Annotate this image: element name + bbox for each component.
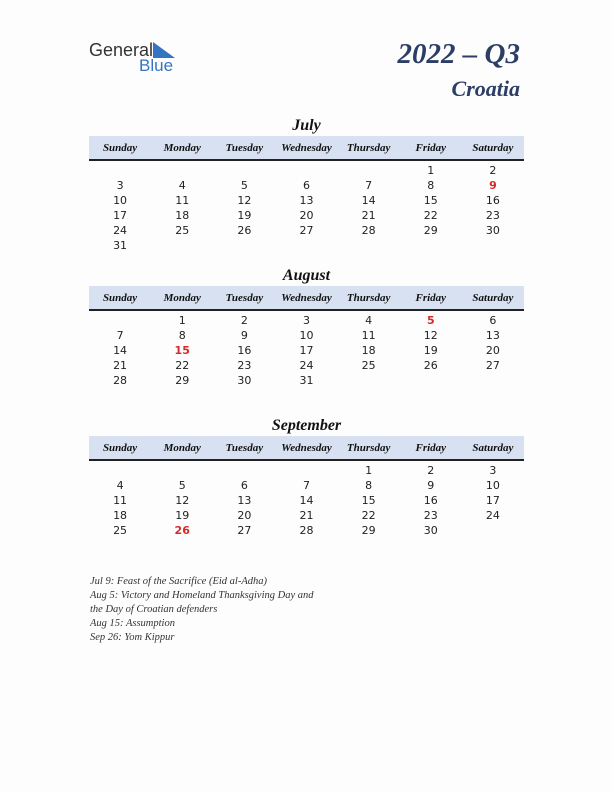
day-cell: 3 (302, 314, 310, 327)
day-cell: 16 (237, 344, 252, 357)
weekday-header (89, 286, 524, 311)
weekday-label: Wednesday (281, 141, 332, 154)
day-cell: 30 (237, 374, 252, 387)
weekday-label: Thursday (346, 291, 391, 304)
weekday-label: Saturday (472, 291, 514, 304)
day-cell: 26 (237, 224, 252, 237)
week-row (89, 193, 524, 208)
weekday-label: Saturday (472, 141, 514, 154)
day-cell: 21 (361, 209, 376, 222)
day-cell: 23 (237, 359, 252, 372)
day-cell: 29 (423, 224, 438, 237)
note-line: the Day of Croatian defenders (90, 604, 218, 615)
day-cell: 8 (365, 479, 373, 492)
weekday-label: Friday (415, 141, 447, 154)
weekday-label: Sunday (102, 441, 138, 454)
day-cell: 9 (427, 479, 435, 492)
weekday-label: Wednesday (281, 441, 332, 454)
weekday-label: Tuesday (225, 441, 264, 454)
page-title: 2022 – Q3 (397, 38, 520, 70)
day-cell: 8 (178, 329, 186, 342)
day-cell: 28 (113, 374, 128, 387)
day-cell: 17 (299, 344, 314, 357)
week-row (89, 178, 524, 193)
day-cell: 3 (116, 179, 124, 192)
week-row (89, 163, 524, 178)
day-cell: 15 (423, 194, 438, 207)
day-cell: 14 (113, 344, 128, 357)
week-row (89, 493, 524, 508)
day-cell: 1 (178, 314, 186, 327)
note-line: Jul 9: Feast of the Sacrifice (Eid al-Adha) (90, 576, 267, 587)
week-row (89, 238, 524, 253)
month-name: September (271, 417, 342, 434)
weekday-label: Monday (163, 291, 201, 304)
day-cell: 30 (485, 224, 500, 237)
day-cell: 14 (299, 494, 314, 507)
day-cell: 25 (361, 359, 376, 372)
day-cell: 18 (361, 344, 376, 357)
month-july (89, 116, 524, 253)
day-cell: 30 (423, 524, 438, 537)
weekday-header (89, 436, 524, 461)
weekday-label: Thursday (346, 141, 391, 154)
day-cell: 8 (427, 179, 435, 192)
weekday-label: Monday (163, 141, 201, 154)
day-cell: 24 (113, 224, 128, 237)
day-cell: 13 (485, 329, 500, 342)
day-cell: 2 (240, 314, 248, 327)
weekday-label: Friday (415, 291, 447, 304)
day-cell: 7 (302, 479, 310, 492)
day-cell: 10 (485, 479, 500, 492)
day-cell: 6 (489, 314, 497, 327)
weekday-label: Monday (163, 441, 201, 454)
day-cell: 11 (175, 194, 190, 207)
day-cell: 12 (423, 329, 438, 342)
day-cell: 22 (175, 359, 190, 372)
week-row (89, 313, 524, 328)
month-august (89, 266, 524, 388)
day-cell: 22 (361, 509, 376, 522)
day-cell: 7 (365, 179, 373, 192)
week-row (89, 373, 524, 388)
week-row (89, 343, 524, 358)
weekday-label: Thursday (346, 441, 391, 454)
day-cell: 2 (427, 464, 435, 477)
day-cell: 4 (178, 179, 186, 192)
day-cell: 20 (237, 509, 252, 522)
day-cell: 3 (489, 464, 497, 477)
day-cell: 29 (361, 524, 376, 537)
holiday-day-cell: 5 (426, 314, 435, 327)
day-cell: 23 (485, 209, 500, 222)
day-cell: 19 (423, 344, 438, 357)
week-row (89, 358, 524, 373)
weekday-label: Sunday (102, 291, 138, 304)
logo-text-blue: Blue (139, 56, 174, 75)
day-cell: 16 (423, 494, 438, 507)
day-cell: 17 (113, 209, 128, 222)
day-cell: 23 (423, 509, 438, 522)
day-cell: 20 (299, 209, 314, 222)
week-row (89, 463, 524, 478)
month-name: July (292, 117, 321, 134)
day-cell: 9 (240, 329, 248, 342)
weekday-label: Tuesday (225, 291, 264, 304)
day-cell: 16 (485, 194, 500, 207)
note-line: Sep 26: Yom Kippur (90, 632, 175, 643)
day-cell: 19 (175, 509, 190, 522)
day-cell: 25 (175, 224, 190, 237)
holiday-notes (90, 575, 313, 645)
day-cell: 1 (365, 464, 373, 477)
week-row (89, 223, 524, 238)
day-cell: 18 (113, 509, 128, 522)
day-cell: 12 (237, 194, 252, 207)
day-cell: 22 (423, 209, 438, 222)
weekday-label: Tuesday (225, 141, 264, 154)
week-row (89, 523, 524, 538)
day-cell: 18 (175, 209, 190, 222)
day-cell: 27 (299, 224, 314, 237)
day-cell: 7 (116, 329, 124, 342)
weekday-label: Friday (415, 441, 447, 454)
day-cell: 19 (237, 209, 252, 222)
logo (89, 40, 189, 76)
week-row (89, 208, 524, 223)
weekday-label: Sunday (102, 141, 138, 154)
note-line: Aug 5: Victory and Homeland Thanksgiving Day and (90, 590, 314, 601)
day-cell: 25 (113, 524, 128, 537)
day-cell: 1 (427, 164, 435, 177)
day-cell: 12 (175, 494, 190, 507)
day-cell: 27 (485, 359, 500, 372)
day-cell: 31 (113, 239, 128, 252)
day-cell: 14 (361, 194, 376, 207)
day-cell: 20 (485, 344, 500, 357)
week-row (89, 508, 524, 523)
day-cell: 28 (361, 224, 376, 237)
day-cell: 31 (299, 374, 314, 387)
day-cell: 24 (485, 509, 500, 522)
day-cell: 4 (116, 479, 124, 492)
holiday-day-cell: 9 (489, 179, 497, 192)
day-cell: 13 (299, 194, 314, 207)
day-cell: 10 (113, 194, 128, 207)
week-row (89, 478, 524, 493)
day-cell: 15 (361, 494, 376, 507)
day-cell: 27 (237, 524, 252, 537)
month-september (89, 416, 524, 538)
day-cell: 2 (489, 164, 497, 177)
day-cell: 6 (302, 179, 310, 192)
weekday-label: Saturday (472, 441, 514, 454)
day-cell: 28 (299, 524, 314, 537)
day-cell: 5 (178, 479, 186, 492)
note-line: Aug 15: Assumption (90, 618, 175, 629)
day-cell: 24 (299, 359, 314, 372)
holiday-day-cell: 26 (174, 524, 190, 537)
day-cell: 21 (299, 509, 314, 522)
day-cell: 4 (365, 314, 373, 327)
day-cell: 29 (175, 374, 190, 387)
week-row (89, 328, 524, 343)
day-cell: 11 (113, 494, 128, 507)
day-cell: 10 (299, 329, 314, 342)
country-name: Croatia (451, 76, 520, 101)
holiday-day-cell: 15 (174, 344, 190, 357)
day-cell: 17 (485, 494, 500, 507)
day-cell: 5 (240, 179, 248, 192)
weekday-label: Wednesday (281, 291, 332, 304)
day-cell: 26 (423, 359, 438, 372)
day-cell: 13 (237, 494, 252, 507)
day-cell: 6 (240, 479, 248, 492)
day-cell: 21 (113, 359, 128, 372)
month-name: August (282, 267, 331, 284)
logo-text-general: General (89, 40, 154, 60)
day-cell: 11 (361, 329, 376, 342)
weekday-header (89, 136, 524, 161)
